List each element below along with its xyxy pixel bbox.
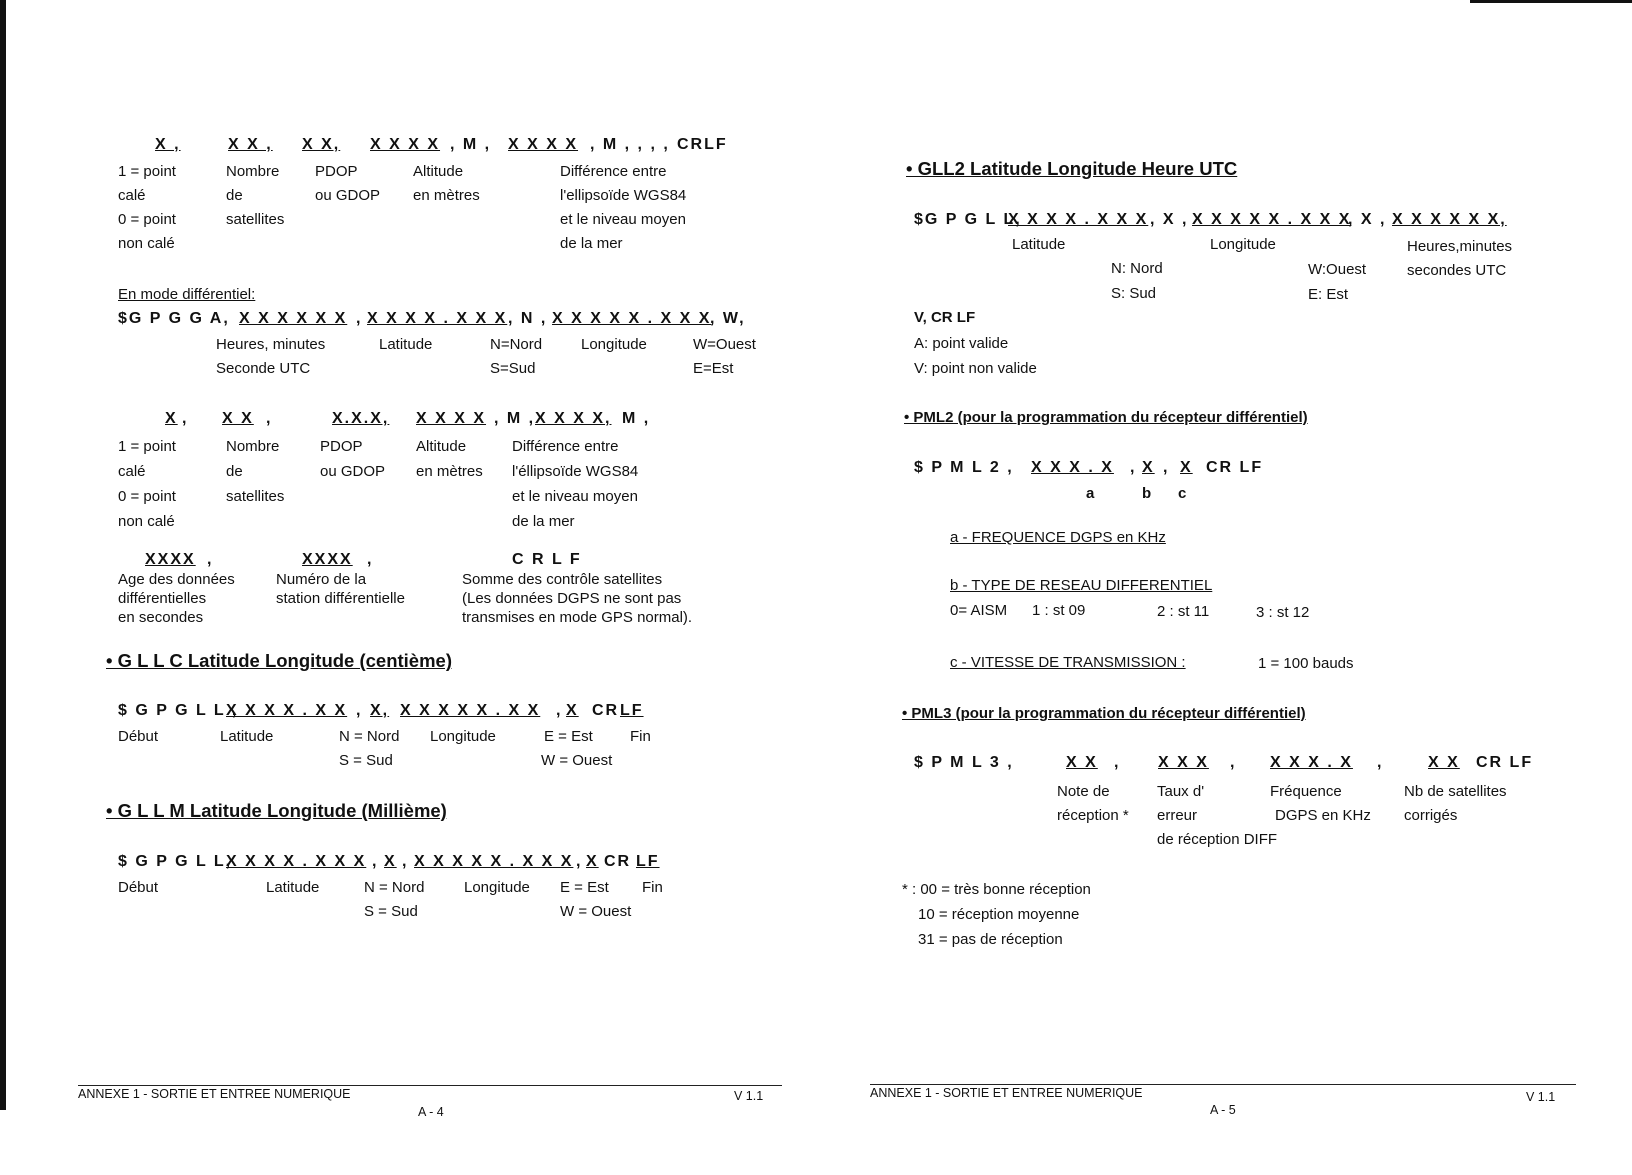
field-crlf: CRLF [677, 136, 728, 153]
crlf: CR LF [1476, 754, 1534, 771]
text: Taux d' [1157, 783, 1205, 800]
pml3-notes [902, 877, 1091, 952]
field-station: XXXX [302, 551, 353, 568]
pml2-frequence: a - FREQUENCE DGPS en KHz [950, 529, 1166, 546]
field-sep: , M , [450, 136, 492, 153]
gllc-r1c4: Longitude [430, 728, 496, 745]
pml2-label-c: c [1178, 485, 1187, 502]
field-a: X X X . X [1031, 459, 1114, 476]
gpgga-r1c3: N=Nord [490, 336, 543, 353]
pml2-vitesse: c - VITESSE DE TRANSMISSION : [950, 654, 1186, 671]
gllm-r1c5: E = Est [560, 879, 609, 896]
field: X X X X, [535, 410, 612, 427]
field: X X X X . X X X [226, 853, 367, 870]
field-b: X [1142, 459, 1155, 476]
text: Différence entre [560, 163, 667, 180]
text: PDOP [320, 438, 363, 455]
col-nombre [226, 160, 284, 232]
field: X X X X X . X X [400, 702, 541, 719]
text: l'éllipsoïde WGS84 [512, 463, 639, 480]
gll2-title: • GLL2 Latitude Longitude Heure UTC [906, 158, 1238, 179]
pml3-title: • PML3 (pour la programmation du récepteur différentiel) [902, 705, 1306, 722]
field: X X X X . X X X [1008, 211, 1149, 228]
text: calé [118, 187, 146, 204]
gll2-sud: S: Sud [1111, 285, 1157, 302]
text: DGPS en KHz [1275, 807, 1371, 824]
gllc-r2c2: W = Ouest [541, 752, 613, 769]
text: 0 = point [118, 211, 176, 228]
field: X X X X X . X X X [1192, 211, 1352, 228]
text: de la mer [512, 513, 575, 530]
footer-page-right: A - 5 [1210, 1103, 1236, 1117]
field: X X X [1158, 754, 1209, 771]
sep: , [1130, 459, 1137, 476]
gpgga-r1c4: Longitude [581, 336, 647, 353]
col-altitude-2 [416, 434, 483, 484]
gpgga-prefix: $G P G G A, [118, 310, 230, 327]
pml2-label-b: b [1142, 485, 1152, 502]
sep: , [367, 551, 374, 568]
col-nombre-2 [226, 434, 284, 509]
col-point-cale [118, 160, 176, 256]
text: en secondes [118, 609, 204, 626]
gllc-r1c2: Latitude [220, 728, 274, 745]
text: PDOP [315, 163, 358, 180]
field-xxxx2: X X X X [508, 136, 579, 153]
text: 1 = point [118, 163, 176, 180]
field: X.X.X, [332, 410, 390, 427]
footer-version-left: V 1.1 [734, 1089, 764, 1103]
col-pdop-2 [320, 434, 385, 484]
field: X X X X . X X [226, 702, 348, 719]
gll2-heures: Heures,minutes [1407, 238, 1513, 255]
gll2-latitude: Latitude [1012, 236, 1066, 253]
text: Différence entre [512, 438, 619, 455]
text: non calé [118, 513, 175, 530]
sep: , [402, 853, 409, 870]
gllm-r2c2: W = Ouest [560, 903, 632, 920]
gll2-point-valide: A: point valide [914, 335, 1009, 352]
text: l'ellipsoïde WGS84 [560, 187, 687, 204]
text: corrigés [1404, 807, 1458, 824]
gllm-r1c1: Début [118, 879, 159, 896]
note: 10 = réception moyenne [918, 906, 1080, 923]
gllc-r1c5: E = Est [544, 728, 593, 745]
field: X [165, 410, 178, 427]
gllc-r1c3: N = Nord [339, 728, 400, 745]
col-pdop [315, 160, 380, 208]
gpgga-field3: X X X X X . X X X [552, 310, 712, 327]
gllm-r1c2: Latitude [266, 879, 320, 896]
gll2-point-non-valide: V: point non valide [914, 360, 1037, 377]
text: Somme des contrôle satellites [462, 571, 663, 588]
pml3-col-taux [1157, 780, 1277, 852]
sep: , [372, 853, 379, 870]
gll2-est: E: Est [1308, 286, 1349, 303]
gllc-r2c1: S = Sud [339, 752, 393, 769]
gpgga-field2: X X X X . X X X [367, 310, 508, 327]
sep: , [207, 551, 214, 568]
text: Nombre [226, 163, 280, 180]
field-xx: X X , [228, 136, 273, 153]
gpgga-r2c2: S=Sud [490, 360, 536, 377]
text: et le niveau moyen [512, 488, 638, 505]
gllm-r1c4: Longitude [464, 879, 530, 896]
gll2-ouest: W:Ouest [1308, 261, 1367, 278]
sep: , [1230, 754, 1237, 771]
gllm-r1c3: N = Nord [364, 879, 425, 896]
text: erreur [1157, 807, 1198, 824]
pml3-col-note [1057, 780, 1129, 828]
text: station différentielle [276, 590, 405, 607]
gllm-r2c1: S = Sud [364, 903, 418, 920]
col-difference [560, 160, 686, 256]
field: X X X . X [1270, 754, 1353, 771]
gllc-r1c6: Fin [630, 728, 651, 745]
prefix: $ G P G L L , [118, 702, 239, 719]
sep: , [1377, 754, 1384, 771]
col-age [118, 570, 235, 627]
text: satellites [226, 211, 285, 228]
sep: M , [622, 410, 651, 427]
gll2-nord: N: Nord [1111, 260, 1163, 277]
gll2-longitude: Longitude [1210, 236, 1276, 253]
gllm-title: • G L L M Latitude Longitude (Millième) [106, 800, 447, 821]
footer-annexe-right: ANNEXE 1 - SORTIE ET ENTREE NUMERIQUE [870, 1086, 1143, 1100]
sep: , [1114, 754, 1121, 771]
field: X, [370, 702, 390, 719]
prefix: $ G P G L L, [118, 853, 233, 870]
gpgga-r1c1: Heures, minutes [216, 336, 326, 353]
scan-left-edge [0, 0, 6, 1110]
field-xxxx: X X X X [370, 136, 441, 153]
lf: LF [636, 853, 660, 870]
text: Altitude [413, 163, 464, 180]
text: de réception DIFF [1157, 831, 1278, 848]
field-c: X [1180, 459, 1193, 476]
sep: , [556, 702, 563, 719]
pml2-type-reseau: b - TYPE DE RESEAU DIFFERENTIEL [950, 577, 1213, 594]
sep: , W, [710, 310, 746, 327]
field: X X [222, 410, 254, 427]
note: 31 = pas de réception [918, 931, 1063, 948]
text: non calé [118, 235, 175, 252]
text: de [226, 463, 243, 480]
text: transmises en mode GPS normal). [462, 609, 693, 626]
gll2-v-crlf: V, CR LF [914, 309, 976, 326]
field-crlf: C R L F [512, 551, 582, 568]
sep: , [356, 310, 363, 327]
prefix: $ P M L 2 , [914, 459, 1014, 476]
text: Fréquence [1270, 783, 1342, 800]
col-difference-2 [512, 434, 638, 534]
pml2-title: • PML2 (pour la programmation du récepteur différentiel) [904, 409, 1308, 426]
sep: , [182, 410, 189, 427]
text: différentielles [118, 590, 207, 607]
gllc-r1c1: Début [118, 728, 159, 745]
field: X [566, 702, 579, 719]
col-altitude [413, 160, 480, 208]
pml2-label-a: a [1086, 485, 1095, 502]
gpgga-r2c1: Seconde UTC [216, 360, 311, 377]
note: * : 00 = très bonne réception [902, 881, 1091, 898]
gpgga-r1c5: W=Ouest [693, 336, 756, 353]
col-somme [462, 570, 692, 627]
sep: , [1163, 459, 1170, 476]
gpgga-r2c3: E=Est [693, 360, 734, 377]
gllm-r1c6: Fin [642, 879, 663, 896]
field: X [586, 853, 599, 870]
gpgga-field1: X X X X X X [239, 310, 348, 327]
text: Altitude [416, 438, 467, 455]
field-age: XXXX [145, 551, 196, 568]
text: de la mer [560, 235, 623, 252]
footer-page-left: A - 4 [418, 1105, 444, 1119]
scan-top-right-edge [1470, 0, 1632, 3]
sep: , X , [1348, 211, 1387, 228]
pml3-col-frequence [1270, 780, 1371, 828]
sep: , [266, 410, 273, 427]
pml2-b-st09: 1 : st 09 [1032, 602, 1086, 619]
field: X X X X X . X X X [414, 853, 574, 870]
text: Age des données [118, 571, 235, 588]
text: calé [118, 463, 146, 480]
text: 0 = point [118, 488, 176, 505]
sep: , X , [1150, 211, 1189, 228]
field: X X X X X X, [1392, 211, 1507, 228]
text: Note de [1057, 783, 1110, 800]
text: ou GDOP [320, 463, 386, 480]
gll2-secondes: secondes UTC [1407, 262, 1507, 279]
sep: , N , [508, 310, 548, 327]
pml2-vitesse-val: 1 = 100 bauds [1258, 655, 1354, 672]
footer-rule-right [870, 1084, 1576, 1085]
gllc-title: • G L L C Latitude Longitude (centième) [106, 650, 452, 671]
crlf: CR LF [1206, 459, 1264, 476]
text: réception * [1057, 807, 1129, 824]
footer-rule-left [78, 1085, 782, 1086]
field-sep2: , M , , , , [590, 136, 670, 153]
text: satellites [226, 488, 285, 505]
footer-annexe-left: ANNEXE 1 - SORTIE ET ENTREE NUMERIQUE [78, 1087, 351, 1101]
field-x: X , [155, 136, 181, 153]
text: Nombre [226, 438, 280, 455]
field: X X X X [416, 410, 487, 427]
text: de [226, 187, 243, 204]
field: X X [1428, 754, 1460, 771]
prefix: $G P G L L, [914, 211, 1022, 228]
pml3-col-nb-sat [1404, 780, 1507, 828]
text: et le niveau moyen [560, 211, 686, 228]
text: ou GDOP [315, 187, 381, 204]
sep: , [356, 702, 363, 719]
gpgga-r1c2: Latitude [379, 336, 433, 353]
prefix: $ P M L 3 , [914, 754, 1014, 771]
text: (Les données DGPS ne sont pas [462, 590, 682, 607]
field-xx2: X X, [302, 136, 341, 153]
sep: , M , [494, 410, 536, 427]
sep: , [576, 853, 583, 870]
text: Nb de satellites [1404, 783, 1507, 800]
text: en mètres [413, 187, 480, 204]
pml2-b-st12: 3 : st 12 [1256, 604, 1310, 621]
col-point-cale-2 [118, 434, 176, 534]
cr: CR [592, 702, 620, 719]
text: Numéro de la [276, 571, 367, 588]
col-station [276, 570, 405, 608]
field: X X [1066, 754, 1098, 771]
pml2-b-aism: 0= AISM [950, 602, 1008, 619]
cr: CR [604, 853, 632, 870]
mode-differentiel-label: En mode différentiel: [118, 286, 256, 303]
lf: LF [620, 702, 644, 719]
pml2-b-st11: 2 : st 11 [1157, 603, 1210, 620]
footer-version-right: V 1.1 [1526, 1090, 1556, 1104]
text: 1 = point [118, 438, 176, 455]
text: en mètres [416, 463, 483, 480]
field: X [384, 853, 397, 870]
